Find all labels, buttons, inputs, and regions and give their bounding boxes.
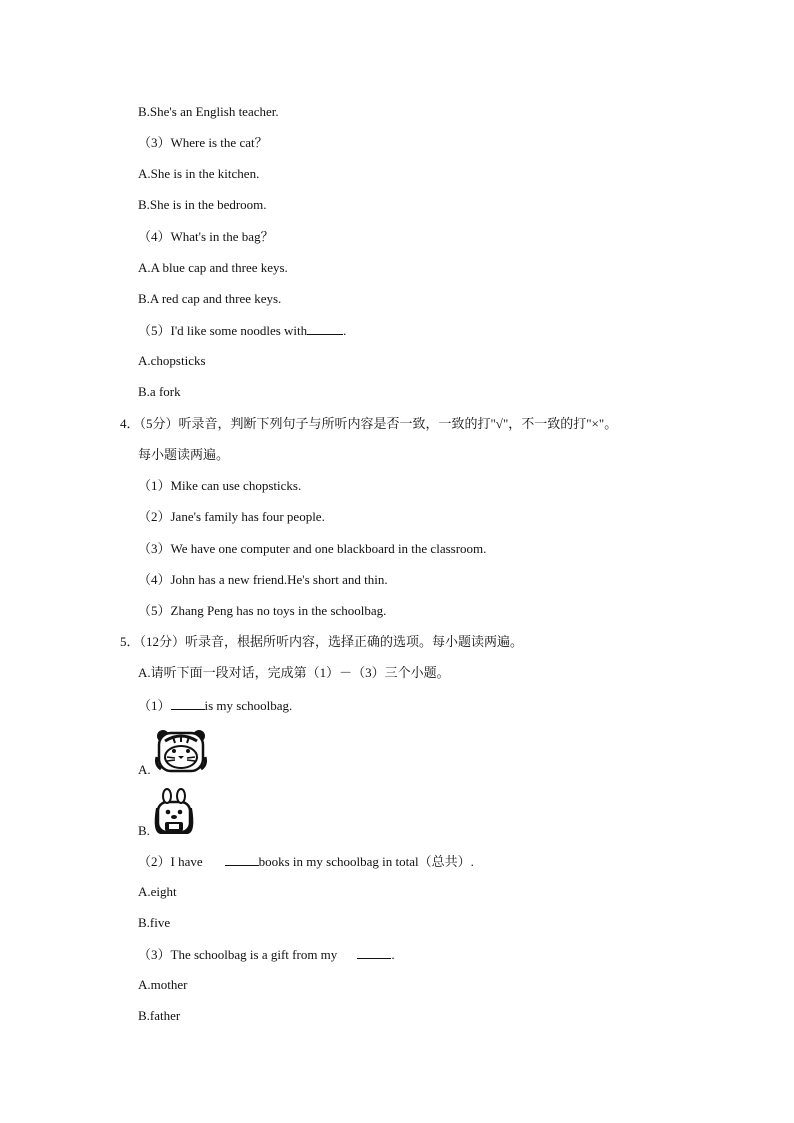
option-a-line: A.mother [138, 977, 188, 992]
question-5-line [138, 322, 346, 339]
question-2-line [138, 853, 474, 870]
question-3-line: （3）Where is the cat？ [138, 135, 268, 150]
section-4-heading-cont: 每小题读两遍。 [138, 447, 230, 462]
option-b-line: B.A red cap and three keys. [138, 291, 282, 306]
option-b-line: B.She's an English teacher. [138, 104, 279, 119]
section-4-heading: 4．（5分）听录音，判断下列句子与所听内容是否一致，一致的打"√"，不一致的打"×"。 [120, 416, 618, 431]
option-b-line: B.She is in the bedroom. [138, 197, 267, 212]
question-4-line: （4）What's in the bag？ [138, 229, 274, 244]
option-b-line: B.father [138, 1008, 181, 1023]
option-a-line: A.A blue cap and three keys. [138, 260, 288, 275]
option-b-label: B. [138, 823, 150, 838]
statement-5: （5）Zhang Peng has no toys in the schoolbag. [138, 603, 387, 618]
option-a-line: A.eight [138, 884, 177, 899]
answer-blank [171, 697, 205, 710]
question-3-line [138, 946, 395, 963]
section-5-heading: 5．（12分）听录音，根据所听内容，选择正确的选项。每小题读两遍。 [120, 634, 524, 649]
statement-3: （3）We have one computer and one blackboard in the classroom. [138, 541, 487, 556]
option-b-line: B.a fork [138, 384, 181, 399]
rabbit-schoolbag-image [150, 788, 198, 836]
question-number: （1） [138, 698, 171, 713]
question-text-end: . [343, 323, 347, 338]
question-text: （5）I'd like some noodles with [138, 323, 308, 338]
answer-blank [357, 946, 391, 959]
statement-4: （4）John has a new friend.He's short and thin. [138, 572, 388, 587]
option-a-line: A.chopsticks [138, 353, 206, 368]
question-text-end: . [391, 947, 395, 962]
answer-blank [225, 853, 259, 866]
option-a-line: A.She is in the kitchen. [138, 166, 260, 181]
statement-1: （1）Mike can use chopsticks. [138, 478, 302, 493]
question-text: is my schoolbag. [204, 698, 293, 713]
tiger-schoolbag-image [155, 727, 207, 775]
question-text: （3）The schoolbag is a gift from my [138, 947, 338, 962]
option-b-line: B.five [138, 915, 171, 930]
question-1-line [138, 697, 292, 714]
answer-blank [307, 322, 343, 335]
section-5-instruction: A.请听下面一段对话，完成第（1）－（3）三个小题。 [138, 665, 450, 680]
option-a-label: A. [138, 762, 151, 777]
question-text: （2）I have [138, 854, 203, 869]
question-text-end: books in my schoolbag in total（总共）. [258, 854, 474, 869]
statement-2: （2）Jane's family has four people. [138, 509, 325, 524]
